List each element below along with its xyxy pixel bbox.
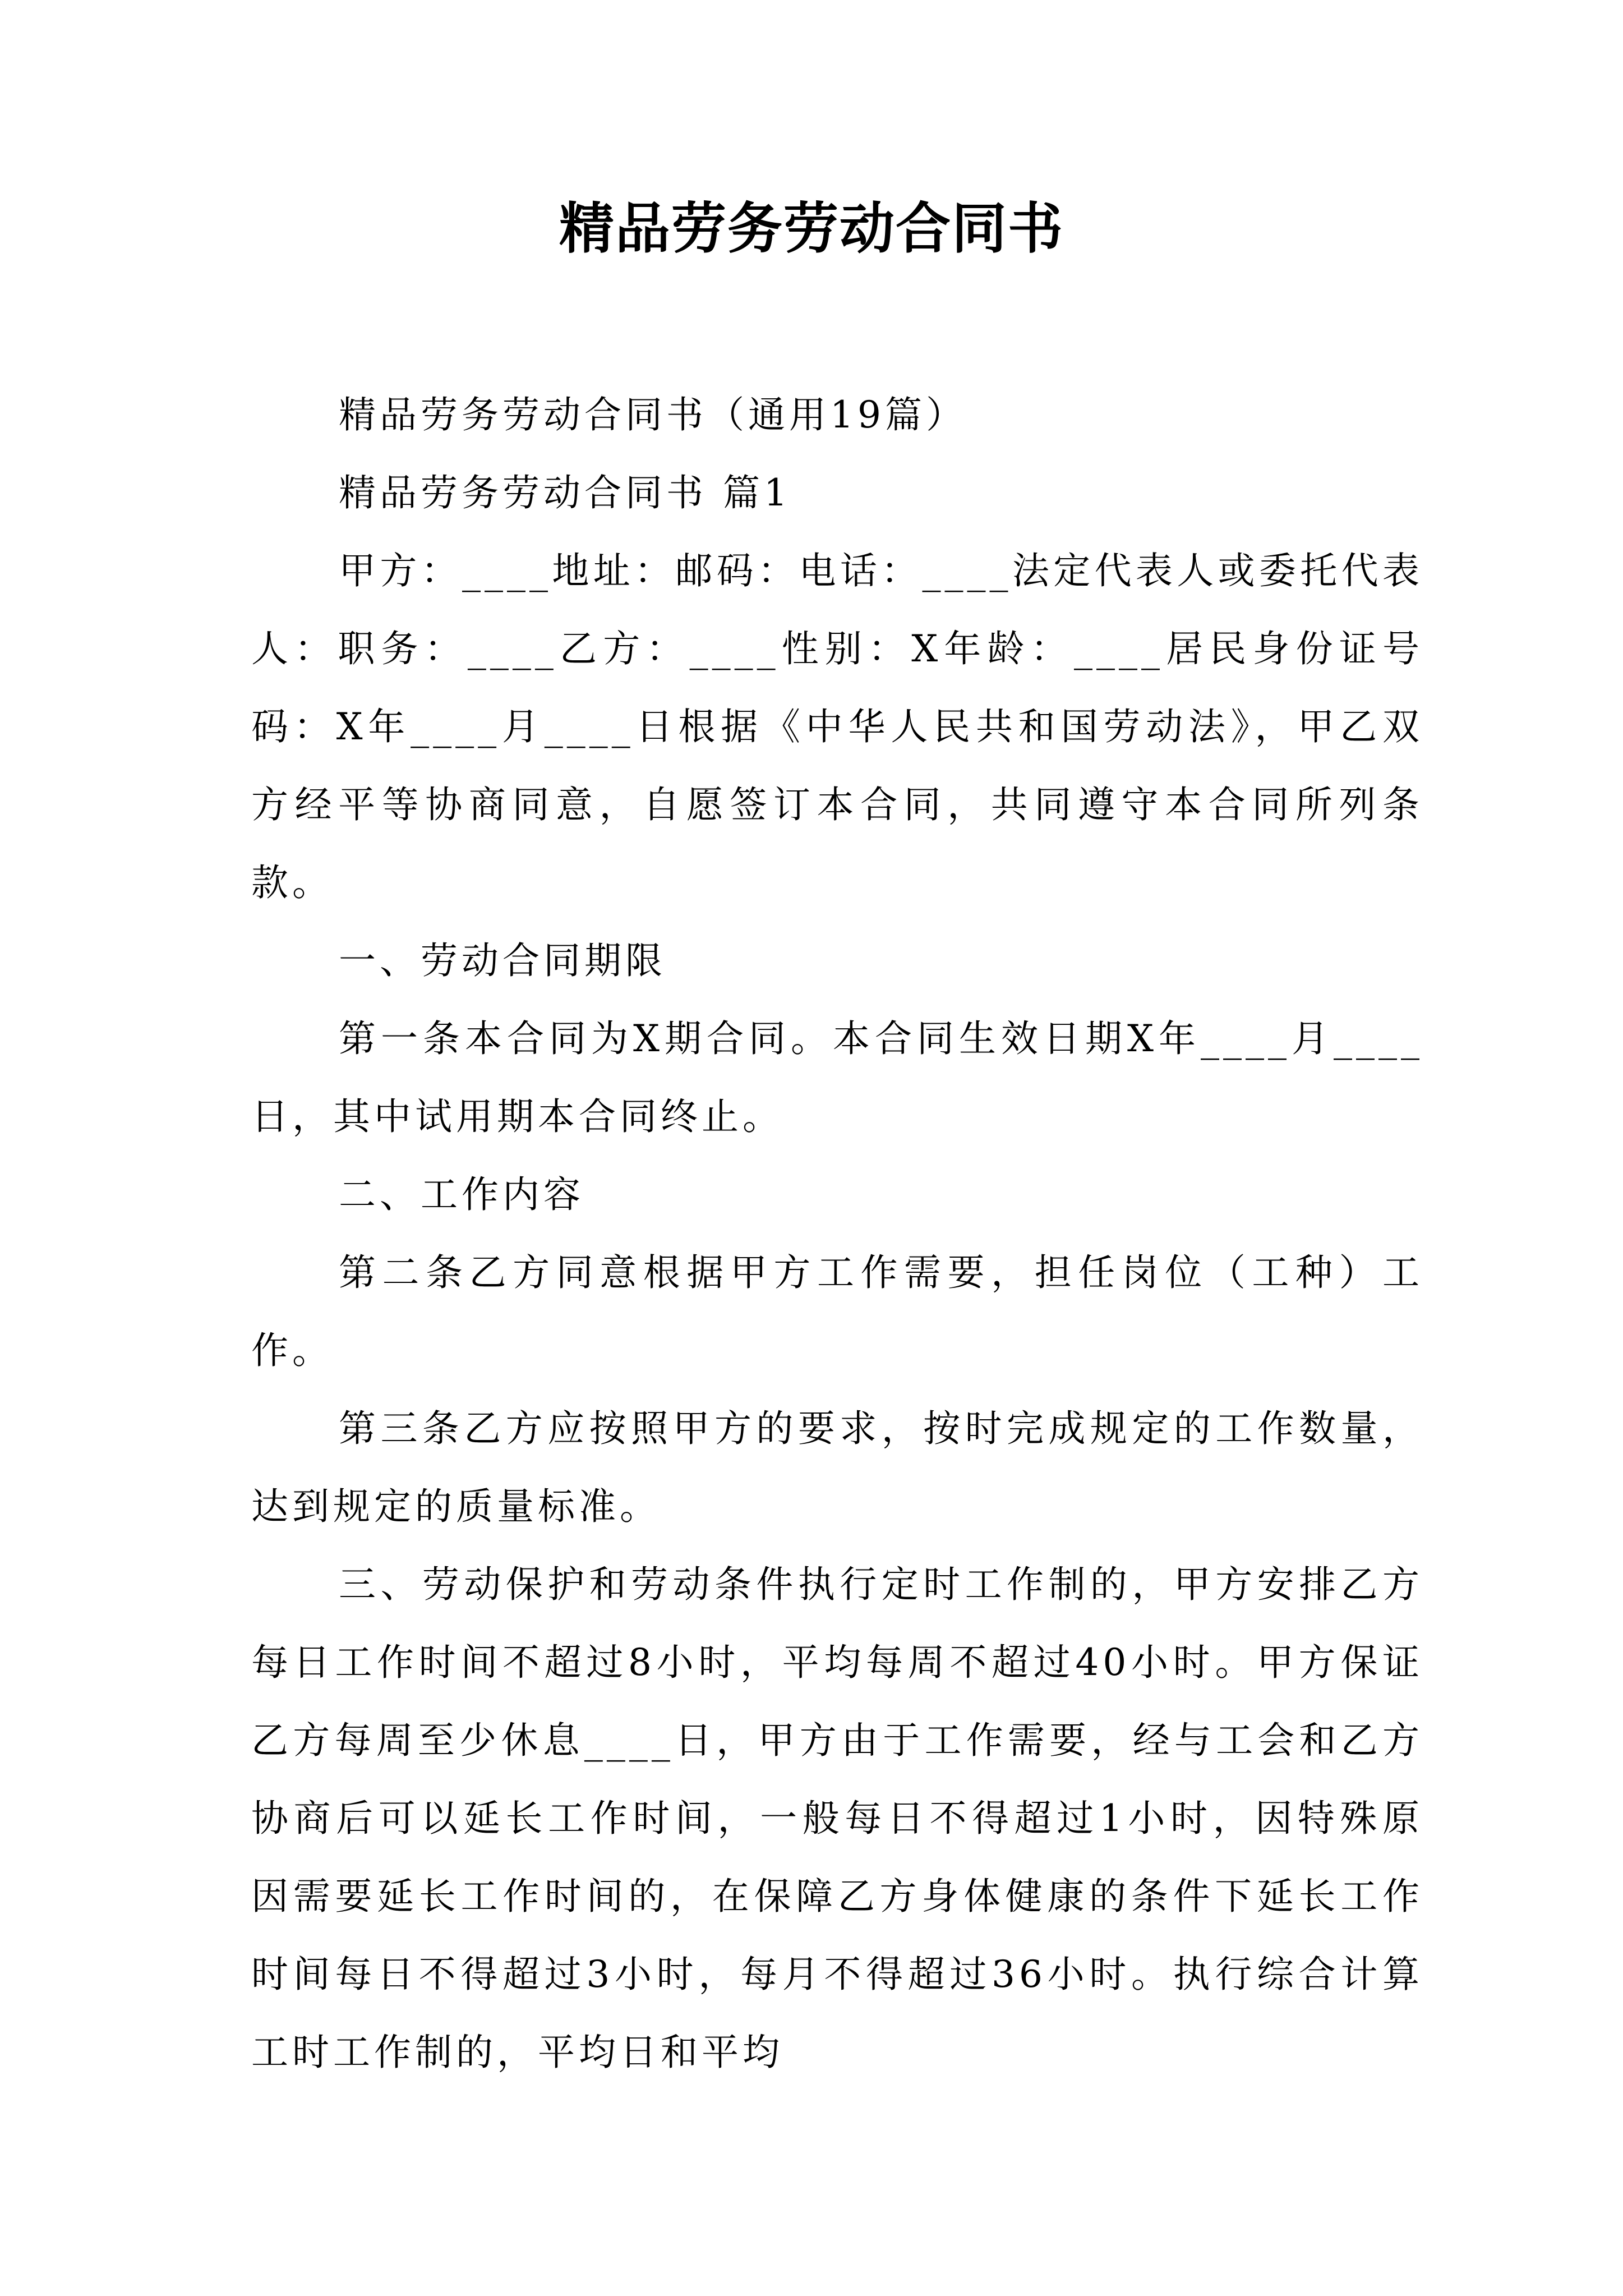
clause-heading-work-content: 二、工作内容 [339,1173,584,1216]
parties-paragraph: 甲方：____地址：邮码：电话：____法定代表人或委托代表人：职务：____乙方：____性别：X年龄：____居民身份证号码：X年____月____日根据《中华人民共和国劳动法》，甲乙双方经平等协商同意，自愿签订本合同，共同遵守本合同所列条款。 [251,549,1423,904]
article-3-paragraph: 第三条乙方应按照甲方的要求，按时完成规定的工作数量，达到规定的质量标准。 [251,1407,1423,1528]
document-title: 精品劳务劳动合同书 [559,197,1064,261]
labor-protection-paragraph: 三、劳动保护和劳动条件执行定时工作制的，甲方安排乙方每日工作时间不超过8小时，平均每周不超过40小时。甲方保证乙方每周至少休息____日，甲方由于工作需要，经与工会和乙方协商后可以延长工作时间，一般每日不得超过1小时，因特殊原因需要延长工作时间的，在保障乙方身体健康的条件下延长工作时间每日不得超过3小时，每月不得超过36小时。执行综合计算工时工作制的，平均日和平均 [251,1563,1423,2074]
article-2-paragraph: 第二条乙方同意根据甲方工作需要，担任岗位（工种）工作。 [251,1251,1423,1372]
clause-heading-term: 一、劳动合同期限 [339,939,666,982]
article-1-paragraph: 第一条本合同为X期合同。本合同生效日期X年____月____日，其中试用期本合同终止。 [251,1017,1423,1138]
section-heading-paragraph: 精品劳务劳动合同书 篇1 [339,471,791,514]
subtitle-paragraph: 精品劳务劳动合同书（通用19篇） [339,393,967,436]
document-body [251,376,1423,2091]
